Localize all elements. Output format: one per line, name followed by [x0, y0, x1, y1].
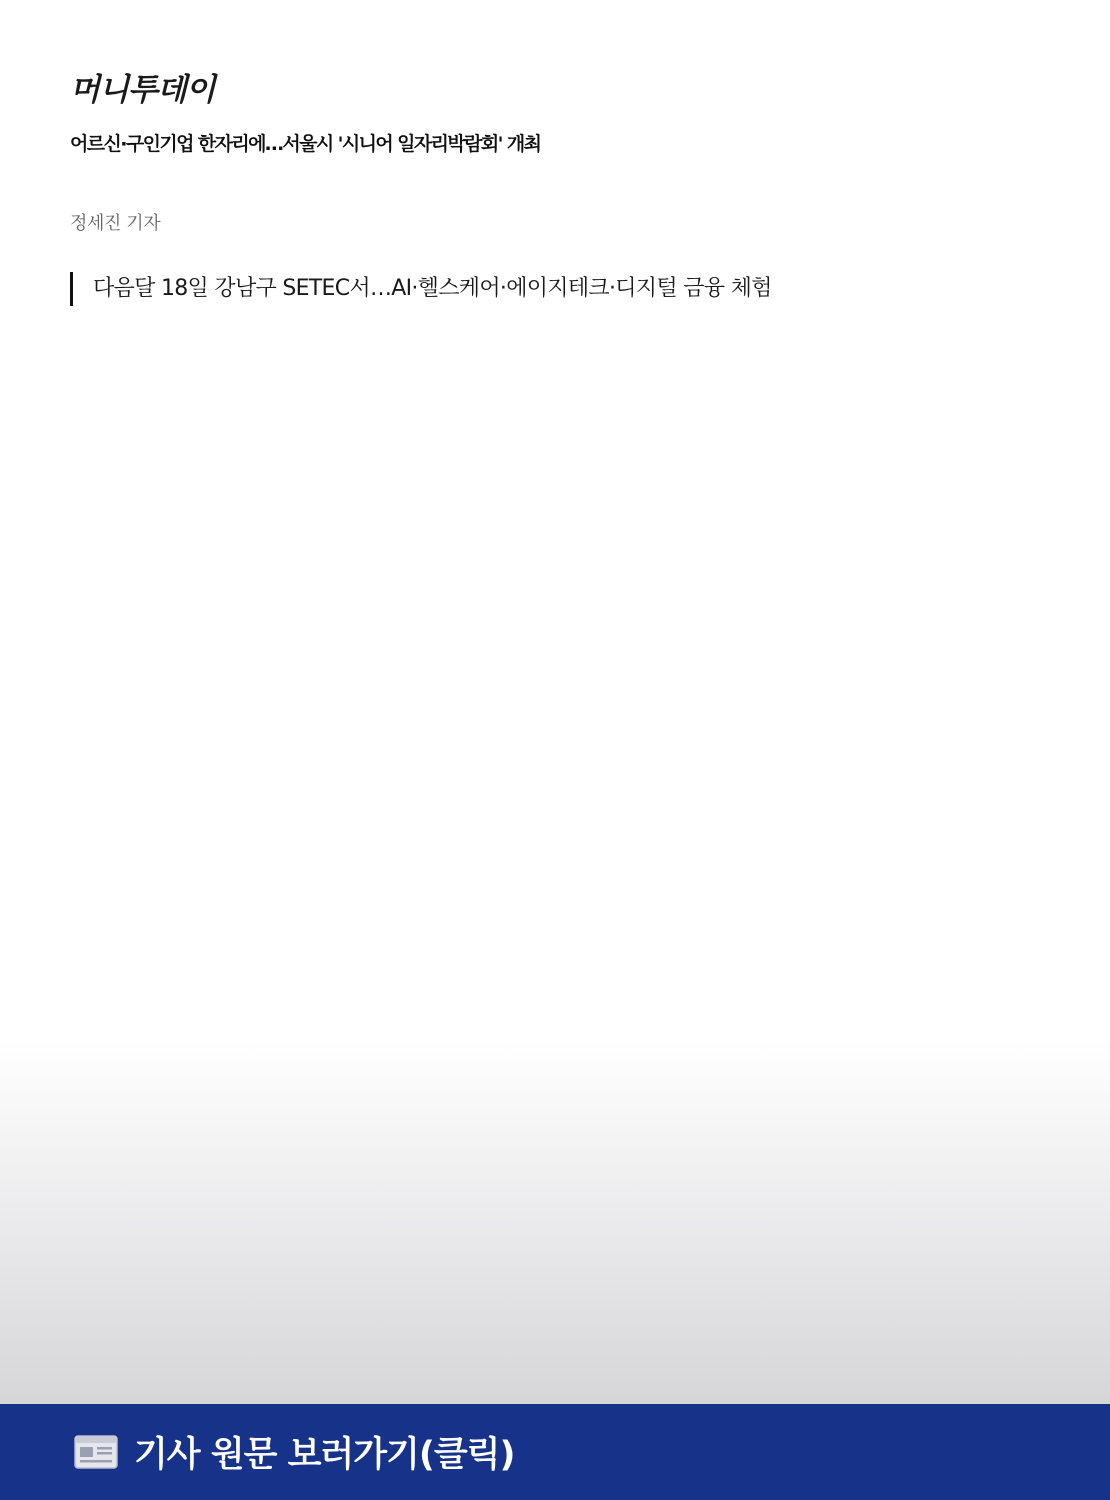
article-subheadline: 다음달 18일 강남구 SETEC서…AI·헬스케어·에이지테크·디지털 금융 체험 [70, 272, 772, 306]
paragraph-line [70, 1033, 1045, 1068]
view-original-article-button[interactable] [0, 1404, 1110, 1500]
paragraph-line [70, 859, 1045, 894]
article-paragraph [70, 1137, 1045, 1242]
paragraph-line [70, 1137, 1045, 1172]
paragraph-line [70, 685, 1045, 720]
paragraph-line [70, 929, 1045, 964]
paragraph-line [70, 407, 1045, 442]
paragraph-line [70, 998, 1045, 1033]
article-paragraph [70, 546, 1045, 616]
paragraph-line [70, 650, 1045, 685]
article-paragraph [70, 859, 1045, 964]
paragraph-line [70, 1068, 1045, 1103]
paragraph-line [70, 442, 1045, 477]
article-byline: 정세진 기자 [70, 213, 161, 234]
article-paragraph [70, 998, 1045, 1103]
newspaper-icon [74, 1434, 118, 1470]
paragraph-line [70, 1207, 1045, 1242]
article-paragraph [70, 407, 1045, 512]
article-paragraph [70, 338, 1045, 373]
paragraph-line [70, 1172, 1045, 1207]
paragraph-line [70, 790, 1045, 825]
paragraph-line [70, 546, 1045, 581]
article-headline: 어르신·구인기업 한자리에…서울시 '시니어 일자리박람회' 개최 [70, 133, 541, 155]
paragraph-line [70, 755, 1045, 790]
paragraph-line [70, 338, 1045, 373]
article-body [70, 338, 1045, 1276]
article-paragraph [70, 650, 1045, 825]
paragraph-line [70, 894, 1045, 929]
publisher-name: 머니투데이 [70, 72, 215, 108]
paragraph-line [70, 720, 1045, 755]
view-original-article-label: 기사 원문 보러가기(클릭) [134, 1435, 515, 1475]
paragraph-line [70, 477, 1045, 512]
paragraph-line [70, 581, 1045, 616]
